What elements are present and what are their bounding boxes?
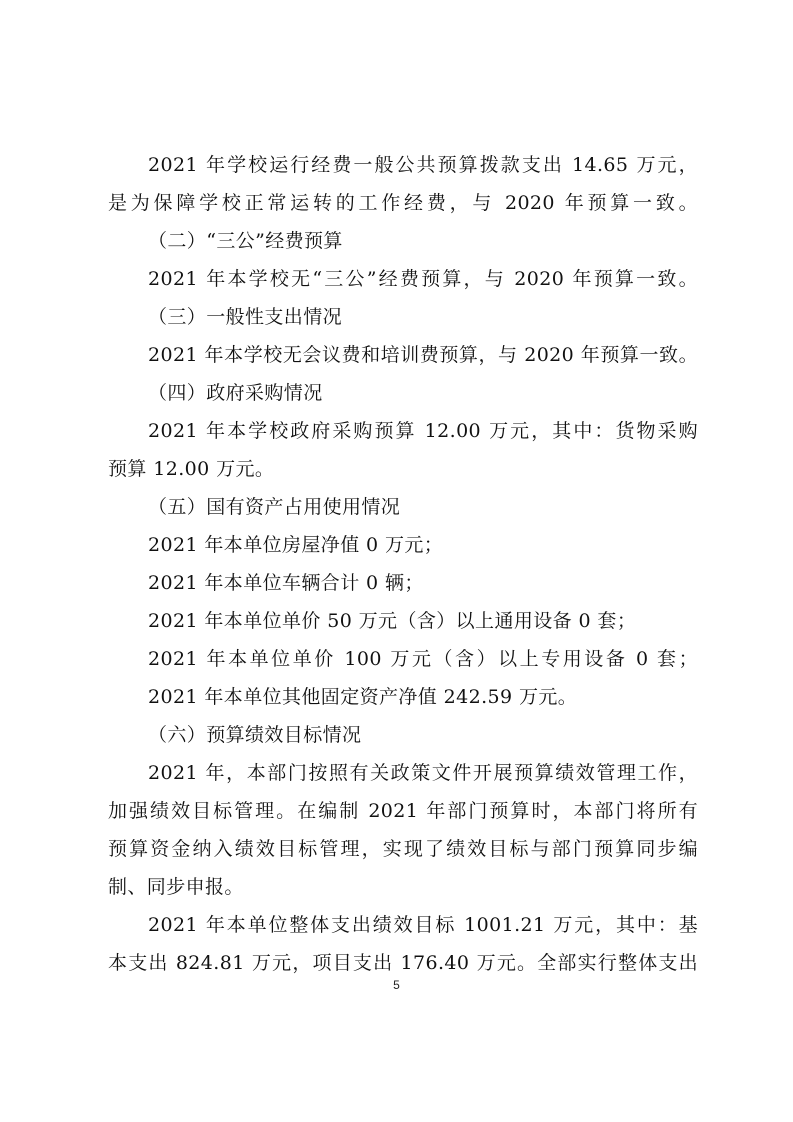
page-number: 5 [393, 978, 400, 992]
paragraph-line: 2021 年学校运行经费一般公共预算拨款支出 14.65 万元， [148, 154, 698, 176]
paragraph-line: 2021 年本单位房屋净值 0 万元； [148, 534, 444, 556]
section-heading: （五）国有资产占用使用情况 [148, 496, 401, 518]
paragraph-line: 本支出 824.81 万元，项目支出 176.40 万元。全部实行整体支出 [108, 952, 698, 974]
paragraph-line: 2021 年本学校无会议费和培训费预算，与 2020 年预算一致。 [148, 344, 698, 366]
section-heading: （四）政府采购情况 [148, 382, 323, 404]
paragraph-line: 预算资金纳入绩效目标管理，实现了绩效目标与部门预算同步编 [108, 838, 698, 860]
paragraph-line: 2021 年本学校无“三公”经费预算，与 2020 年预算一致。 [148, 268, 698, 290]
paragraph-line: 2021 年本学校政府采购预算 12.00 万元，其中：货物采购 [148, 420, 698, 442]
paragraph-line: 2021 年本单位车辆合计 0 辆； [148, 572, 424, 594]
paragraph-line: 2021 年本单位其他固定资产净值 242.59 万元。 [148, 686, 578, 708]
paragraph-line: 2021 年本单位整体支出绩效目标 1001.21 万元，其中：基 [148, 914, 698, 936]
paragraph-line: 2021 年本单位单价 100 万元（含）以上专用设备 0 套； [148, 648, 698, 670]
section-heading: （六）预算绩效目标情况 [148, 724, 362, 746]
paragraph-line: 是为保障学校正常运转的工作经费，与 2020 年预算一致。 [108, 192, 698, 214]
paragraph-line: 2021 年，本部门按照有关政策文件开展预算绩效管理工作， [148, 762, 698, 784]
paragraph-line: 制、同步申报。 [108, 876, 244, 898]
section-heading: （三）一般性支出情况 [148, 306, 343, 328]
paragraph-line: 2021 年本单位单价 50 万元（含）以上通用设备 0 套； [148, 610, 637, 632]
paragraph-line: 预算 12.00 万元。 [108, 458, 275, 480]
section-heading: （二）“三公”经费预算 [148, 230, 343, 252]
paragraph-line: 加强绩效目标管理。在编制 2021 年部门预算时，本部门将所有 [108, 800, 698, 822]
